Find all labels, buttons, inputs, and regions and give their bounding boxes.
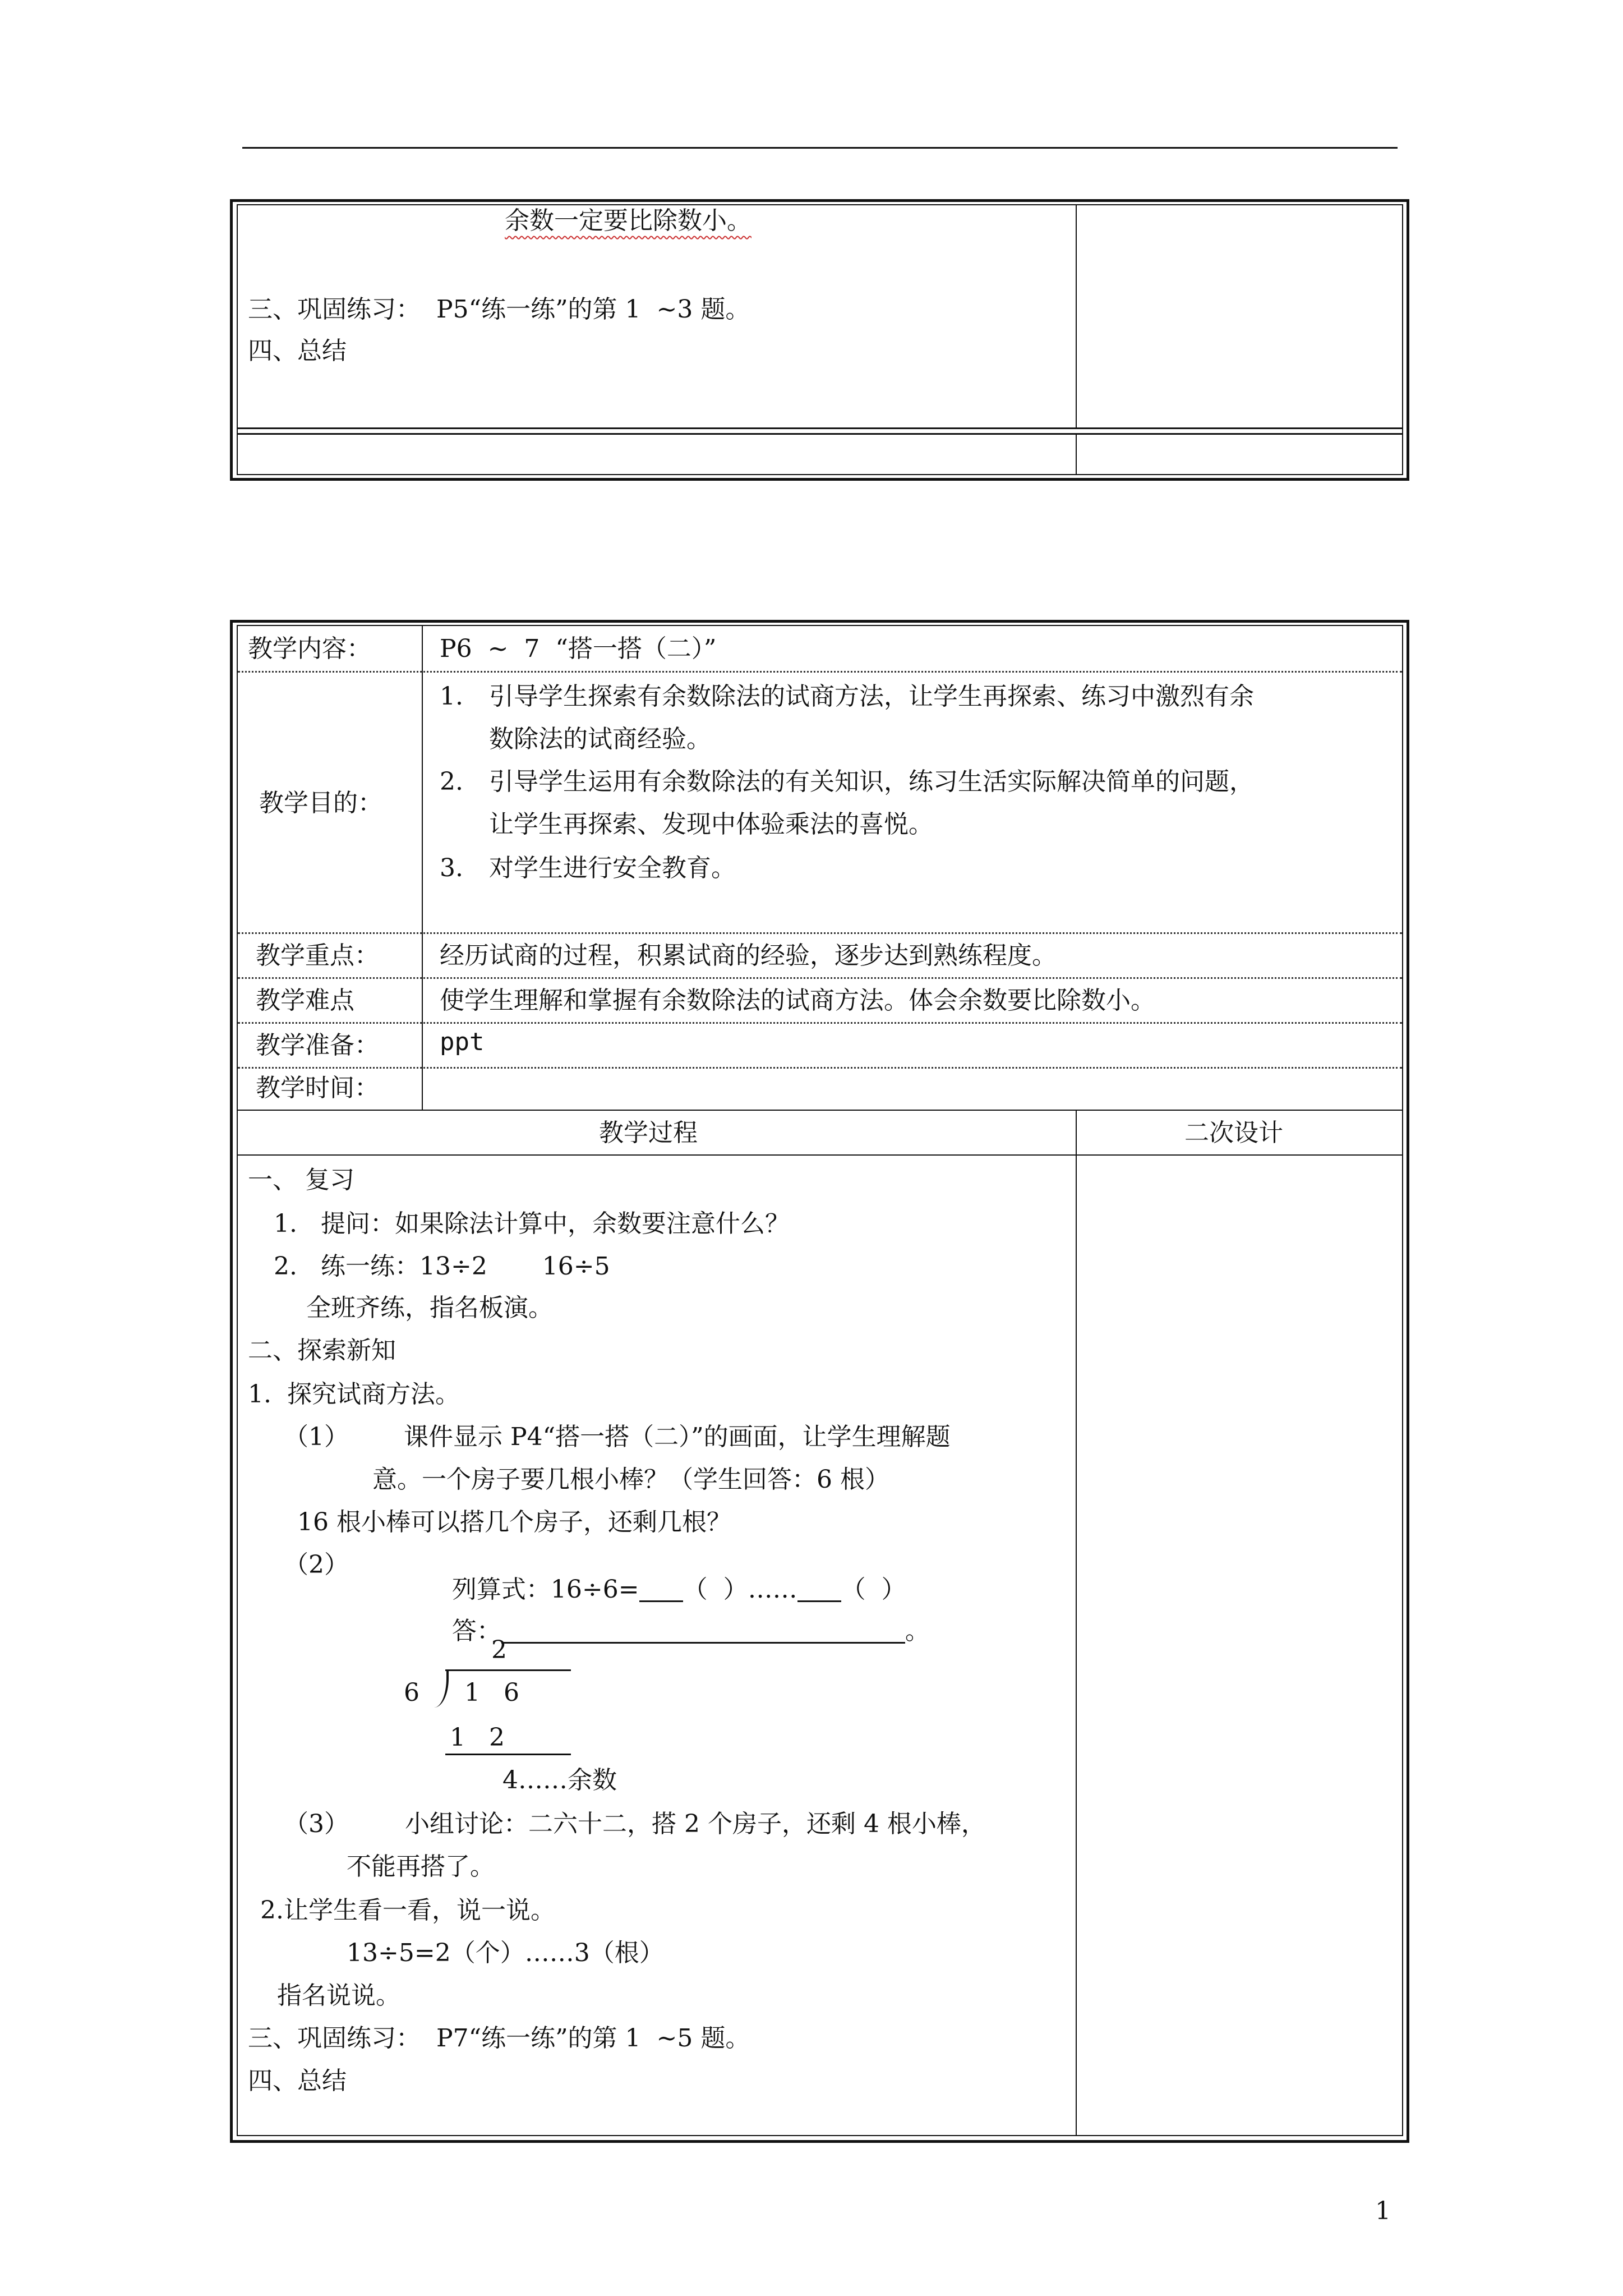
answer-blank[interactable] [501,1619,905,1644]
prep-value: ppt [440,1028,485,1056]
summary-line-1: 四、总结 [248,337,347,365]
review-title: 一、 复习 [248,1166,354,1194]
longdiv-bracket [434,1671,449,1708]
content-label: 教学内容： [248,634,371,663]
longdiv-subtract-bar [445,1754,571,1755]
explore-item-1: 1. 探究试商方法。 [248,1380,460,1409]
answer-label: 答： [451,1617,501,1645]
step-2-answer [405,1594,930,1668]
time-label: 教学时间： [256,1074,379,1102]
longdiv-bar [445,1669,571,1671]
table-1-border [230,199,1409,202]
explore-title: 二、探索新知 [248,1336,396,1365]
goal-text: 引导学生探索有余数除法的试商方法，让学生再探索、练习中激烈有余 [489,682,1254,711]
goal-text: 引导学生运用有余数除法的有关知识，练习生活实际解决简单的问题， [489,767,1254,796]
step-3-text: 小组讨论：二六十二，搭 2 个房子，还剩 4 根小棒， [405,1810,986,1838]
review-q1-number: 1. [274,1209,297,1238]
formula-end: （ ） [841,1575,906,1604]
step-3-number: （3） [284,1810,349,1838]
difficulty-label: 教学难点 [256,986,354,1015]
goal-text: 让学生再探索、发现中体验乘法的喜悦。 [489,810,933,839]
explore-item-2-note: 指名说说。 [277,1981,400,2010]
review-q2: 练一练：13÷2 16÷5 [321,1252,610,1281]
goal-number: 2. [440,767,463,796]
goal-text: 对学生进行安全教育。 [489,854,736,882]
longdiv-divisor: 6 [404,1678,419,1707]
page-number: 1 [1375,2197,1391,2225]
longdiv-dividend: 1 6 [464,1678,519,1707]
step-1-number: （1） [284,1423,349,1451]
header-rule [242,147,1398,149]
goal-number: 3. [440,854,463,882]
answer-end: 。 [905,1617,930,1645]
step-1-text: 意。一个房子要几根小棒？（学生回答：6 根） [372,1465,889,1494]
practice-line-2: 三、巩固练习： P7“练一练”的第 1 ~5 题。 [248,2024,750,2053]
goal-label: 教学目的： [259,789,382,817]
summary-line-2: 四、总结 [248,2067,347,2095]
remainder-note: 余数一定要比除数小。 [505,206,751,235]
key-label: 教学重点： [256,941,379,970]
goal-text: 数除法的试商经验。 [489,725,711,753]
review-q2-note: 全班齐练，指名板演。 [306,1294,553,1322]
longdiv-remainder: 4……余数 [502,1766,617,1795]
longdiv-quotient: 2 [491,1636,507,1664]
goal-number: 1. [440,682,463,711]
step-1-text: 16 根小棒可以搭几个房子，还剩几根？ [297,1508,731,1536]
process-header: 教学过程 [599,1119,698,1147]
second-design-header: 二次设计 [1184,1119,1283,1147]
review-q1: 提问：如果除法计算中，余数要注意什么？ [321,1209,790,1238]
review-q2-number: 2. [274,1252,297,1281]
longdiv-product: 1 2 [450,1723,505,1752]
table-2-border [230,620,1409,623]
content-value: P6 ~ 7 “搭一搭（二）” [440,634,717,663]
formula-start: 列算式：16÷6= [451,1575,639,1604]
explore-item-2-formula: 13÷5=2（个）……3（根） [347,1939,664,1967]
prep-label: 教学准备： [256,1031,379,1060]
practice-line-1: 三、巩固练习： P5“练一练”的第 1 ~3 题。 [248,295,750,324]
step-1-text: 课件显示 P4“搭一搭（二）”的画面，让学生理解题 [404,1423,951,1451]
step-2-number: （2） [284,1550,349,1579]
difficulty-value: 使学生理解和掌握有余数除法的试商方法。体会余数要比除数小。 [440,986,1155,1015]
step-3-text: 不能再搭了。 [347,1852,495,1881]
formula-middle: （ ）…… [683,1575,797,1604]
explore-item-2: 2.让学生看一看，说一说。 [260,1896,555,1925]
key-value: 经历试商的过程，积累试商的经验，逐步达到熟练程度。 [440,941,1057,970]
